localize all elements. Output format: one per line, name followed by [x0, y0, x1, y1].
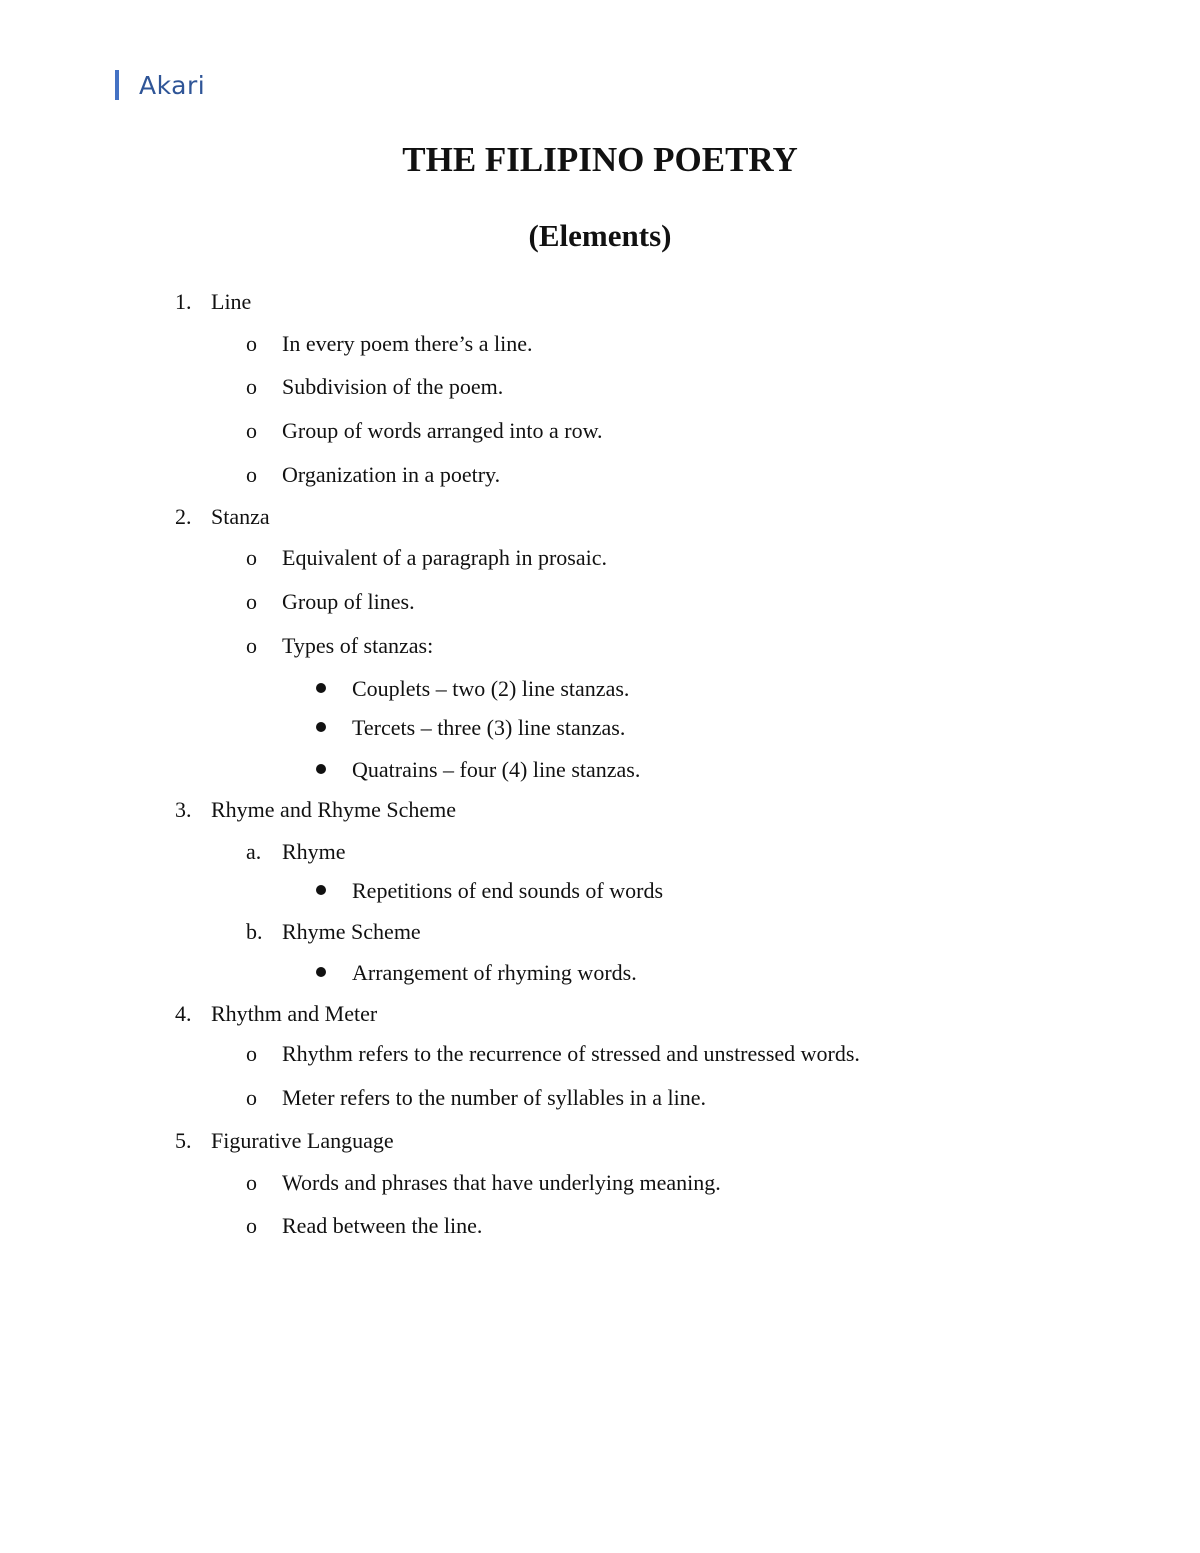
list-letter: b.: [246, 919, 263, 944]
section-number: 2.: [175, 504, 192, 529]
list-marker: o: [246, 633, 257, 658]
list-item: Rhyme Scheme: [282, 919, 421, 944]
list-item: Words and phrases that have underlying meaning.: [282, 1170, 721, 1195]
list-marker: o: [246, 1085, 257, 1110]
list-marker: o: [246, 589, 257, 614]
list-item: Group of lines.: [282, 589, 415, 614]
section-heading-stanza: Stanza: [211, 504, 270, 529]
list-marker: o: [246, 1170, 257, 1195]
sub-list-item: Couplets – two (2) line stanzas.: [352, 676, 630, 701]
section-heading-line: Line: [211, 289, 252, 314]
document-title: THE FILIPINO POETRY: [402, 140, 798, 179]
list-item: In every poem there’s a line.: [282, 331, 533, 356]
list-item: Organization in a poetry.: [282, 462, 501, 487]
list-item: Rhythm refers to the recurrence of stressed and unstressed words.: [282, 1041, 860, 1066]
bullet-icon: [316, 683, 326, 693]
section-number: 1.: [175, 289, 192, 314]
sub-list-item: Quatrains – four (4) line stanzas.: [352, 757, 641, 782]
bullet-icon: [316, 967, 326, 977]
list-marker: o: [246, 545, 257, 570]
bullet-icon: [316, 722, 326, 732]
author-name: Akari: [139, 70, 206, 100]
list-marker: o: [246, 1213, 257, 1238]
sub-list-item: Arrangement of rhyming words.: [352, 960, 637, 985]
section-number: 5.: [175, 1128, 192, 1153]
list-marker: o: [246, 374, 257, 399]
list-marker: o: [246, 462, 257, 487]
sub-list-item: Repetitions of end sounds of words: [352, 878, 664, 903]
section-number: 3.: [175, 797, 192, 822]
section-heading-figurative: Figurative Language: [211, 1128, 394, 1153]
list-item: Meter refers to the number of syllables in a line.: [282, 1085, 706, 1110]
list-item: Subdivision of the poem.: [282, 374, 504, 399]
header-accent-bar: [115, 70, 119, 100]
section-number: 4.: [175, 1001, 192, 1026]
list-item: Rhyme: [282, 839, 346, 864]
list-item: Equivalent of a paragraph in prosaic.: [282, 545, 607, 570]
list-marker: o: [246, 418, 257, 443]
list-item: Read between the line.: [282, 1213, 483, 1238]
sub-list-item: Tercets – three (3) line stanzas.: [352, 715, 626, 740]
bullet-icon: [316, 885, 326, 895]
list-item: Types of stanzas:: [282, 633, 434, 658]
section-heading-rhyme: Rhyme and Rhyme Scheme: [211, 797, 457, 822]
list-item: Group of words arranged into a row.: [282, 418, 603, 443]
list-letter: a.: [246, 839, 262, 864]
document-subtitle: (Elements): [528, 218, 672, 253]
section-heading-rhythm: Rhythm and Meter: [211, 1001, 378, 1026]
list-marker: o: [246, 331, 257, 356]
list-marker: o: [246, 1041, 257, 1066]
bullet-icon: [316, 764, 326, 774]
page-header: [115, 70, 205, 100]
